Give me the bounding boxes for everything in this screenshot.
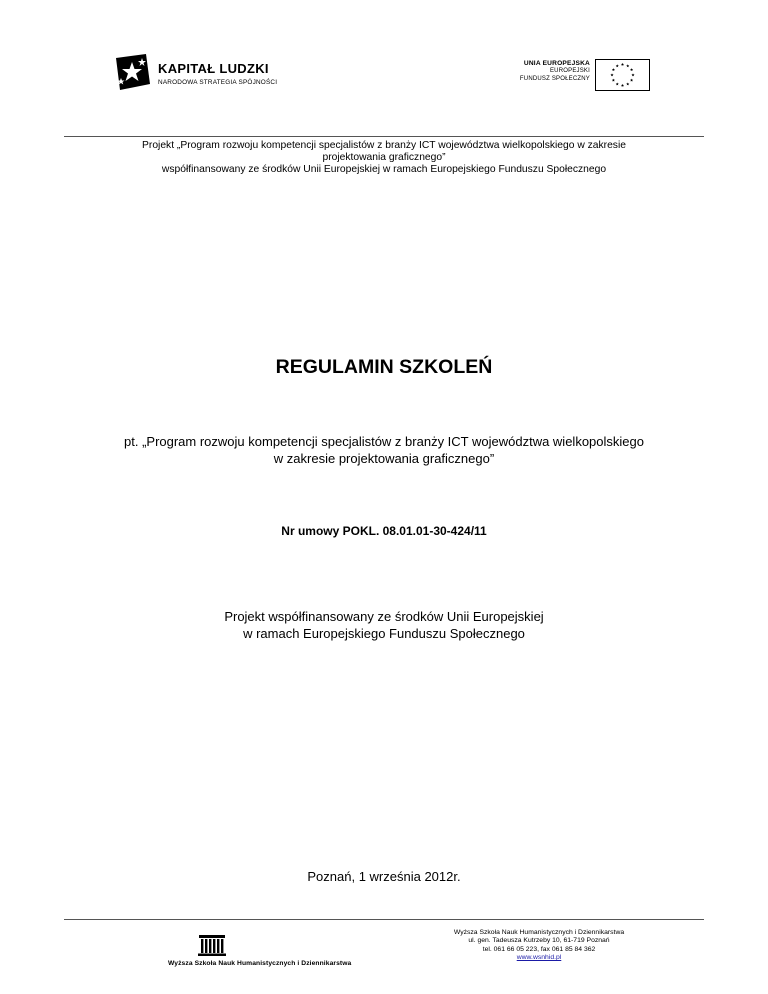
eu-logo: [505, 58, 650, 92]
eu-logo-line2: EUROPEJSKI: [549, 68, 590, 74]
contract-number: Nr umowy POKL. 08.01.01-30-424/11: [281, 524, 487, 538]
document-title: REGULAMIN SZKOLEŃ: [275, 356, 493, 378]
university-logo: [168, 934, 352, 974]
eu-logo-line1: UNIA EUROPEJSKA: [523, 60, 590, 67]
eu-logo-text: [520, 60, 590, 83]
address-line: Wyższa Szkoła Nauk Humanistycznych i Dziennikarstwa: [453, 929, 625, 936]
footer-address: [404, 929, 674, 963]
eu-logo-line3: FUNDUSZ SPOŁECZNY: [519, 75, 590, 82]
university-building-icon: [198, 934, 226, 956]
header-divider: [64, 136, 704, 137]
kapital-ludzki-subtitle: NARODOWA STRATEGIA SPÓJNOŚCI: [158, 79, 278, 86]
cofinancing-line: w ramach Europejskiego Funduszu Społecznego: [243, 626, 525, 641]
kapital-ludzki-star-icon: [112, 52, 154, 94]
subtitle-line: w zakresie projektowania graficznego”: [273, 451, 495, 466]
address-line: tel. 061 66 05 223, fax 061 85 84 362: [482, 945, 596, 953]
website-link[interactable]: www.wsnhid.pl: [516, 954, 562, 962]
document-subtitle: [64, 433, 704, 467]
project-header-line: Projekt „Program rozwoju kompetencji specjalistów z branży ICT województwa wielkopolskiego w zakresie: [142, 140, 626, 151]
subtitle-line: pt. „Program rozwoju kompetencji specjalistów z branży ICT województwa wielkopolskiego: [124, 434, 644, 449]
eu-flag-icon: [595, 59, 650, 91]
cofinancing-line: Projekt współfinansowany ze środków Unii Europejskiej: [224, 609, 544, 624]
footer-divider: [64, 919, 704, 920]
cofinancing-note: [64, 608, 704, 642]
date-place: Poznań, 1 września 2012r.: [307, 869, 461, 884]
project-header-line: projektowania graficznego”: [322, 152, 446, 163]
address-line: ul. gen. Tadeusza Kutrzeby 10, 61-719 Poznań: [468, 937, 610, 945]
university-logo-name: Wyższa Szkoła Nauk Humanistycznych i Dziennikarstwa: [168, 960, 352, 967]
project-header: [64, 140, 704, 176]
kapital-ludzki-title: KAPITAŁ LUDZKI: [158, 61, 269, 76]
project-header-line: współfinansowany ze środków Unii Europejskiej w ramach Europejskiego Funduszu Społecznego: [161, 164, 607, 175]
kapital-ludzki-logo: [112, 52, 312, 94]
